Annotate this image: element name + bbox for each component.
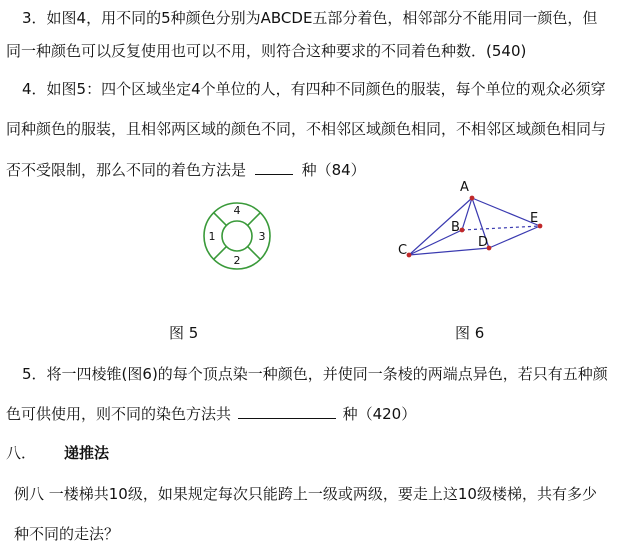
region-label-bottom: 2 <box>233 254 241 267</box>
p4-line3 <box>6 159 366 180</box>
p5-line2-pre: 色可供使用，则不同的染色方法共 <box>6 405 232 423</box>
divider-nw <box>214 213 227 226</box>
figure-5-caption: 图 5 <box>169 324 199 342</box>
vertex-label-e: E <box>530 211 539 226</box>
ex8-line1: 例八 一楼梯共10级，如果规定每次只能跨上一级或两级，要走上这10级楼梯，共有多少 <box>14 485 597 503</box>
vertex-label-c: C <box>398 243 408 258</box>
ex8-line2: 种不同的走法？ <box>14 525 120 543</box>
figure-6 <box>392 172 562 267</box>
divider-ne <box>248 213 261 226</box>
edge-be-hidden <box>462 226 540 230</box>
answer-blank <box>255 159 293 175</box>
inner-circle <box>222 221 252 251</box>
vertex-c <box>407 253 412 258</box>
divider-se <box>248 247 261 260</box>
p3-line2: 同一种颜色可以反复使用也可以不用，则符合这种要求的不同着色种数．(540) <box>6 42 527 60</box>
vertex-label-a: A <box>460 180 469 195</box>
section-heading <box>6 443 109 463</box>
region-label-left: 1 <box>208 230 216 243</box>
p5-line2-post: 种（420） <box>342 405 417 423</box>
p3-line1: 3．如图4，用不同的5种颜色分别为ABCDE五部分着色，相邻部分不能用同一颜色，但 <box>22 9 598 27</box>
p4-line3-post: 种（84） <box>301 161 366 179</box>
edge-de <box>489 226 540 248</box>
p5-line1: 5．将一四棱锥(图6)的每个顶点染一种颜色，并使同一条棱的两端点异色，若只有五种颜 <box>22 365 608 383</box>
p4-line2: 同种颜色的服装，且相邻两区域的颜色不同，不相邻区域颜色相同，不相邻区域颜色相同与 <box>6 120 607 138</box>
section-title: 递推法 <box>64 444 110 462</box>
answer-blank-2 <box>238 403 336 419</box>
figure-5 <box>200 199 275 274</box>
vertex-label-b: B <box>451 220 460 235</box>
figure-6-caption: 图 6 <box>455 324 485 342</box>
divider-sw <box>214 247 227 260</box>
section-number: 八． <box>6 444 37 462</box>
vertex-e <box>538 224 543 229</box>
region-label-right: 3 <box>258 230 266 243</box>
region-label-top: 4 <box>233 204 241 217</box>
p4-line3-pre: 否不受限制，那么不同的着色方法是 <box>6 161 247 179</box>
vertex-label-d: D <box>478 235 489 250</box>
p4-line1: 4．如图5：四个区域坐定4个单位的人，有四种不同颜色的服装，每个单位的观众必须穿 <box>22 80 606 98</box>
p5-line2 <box>6 403 416 424</box>
vertex-b <box>460 228 465 233</box>
vertex-a <box>470 196 475 201</box>
